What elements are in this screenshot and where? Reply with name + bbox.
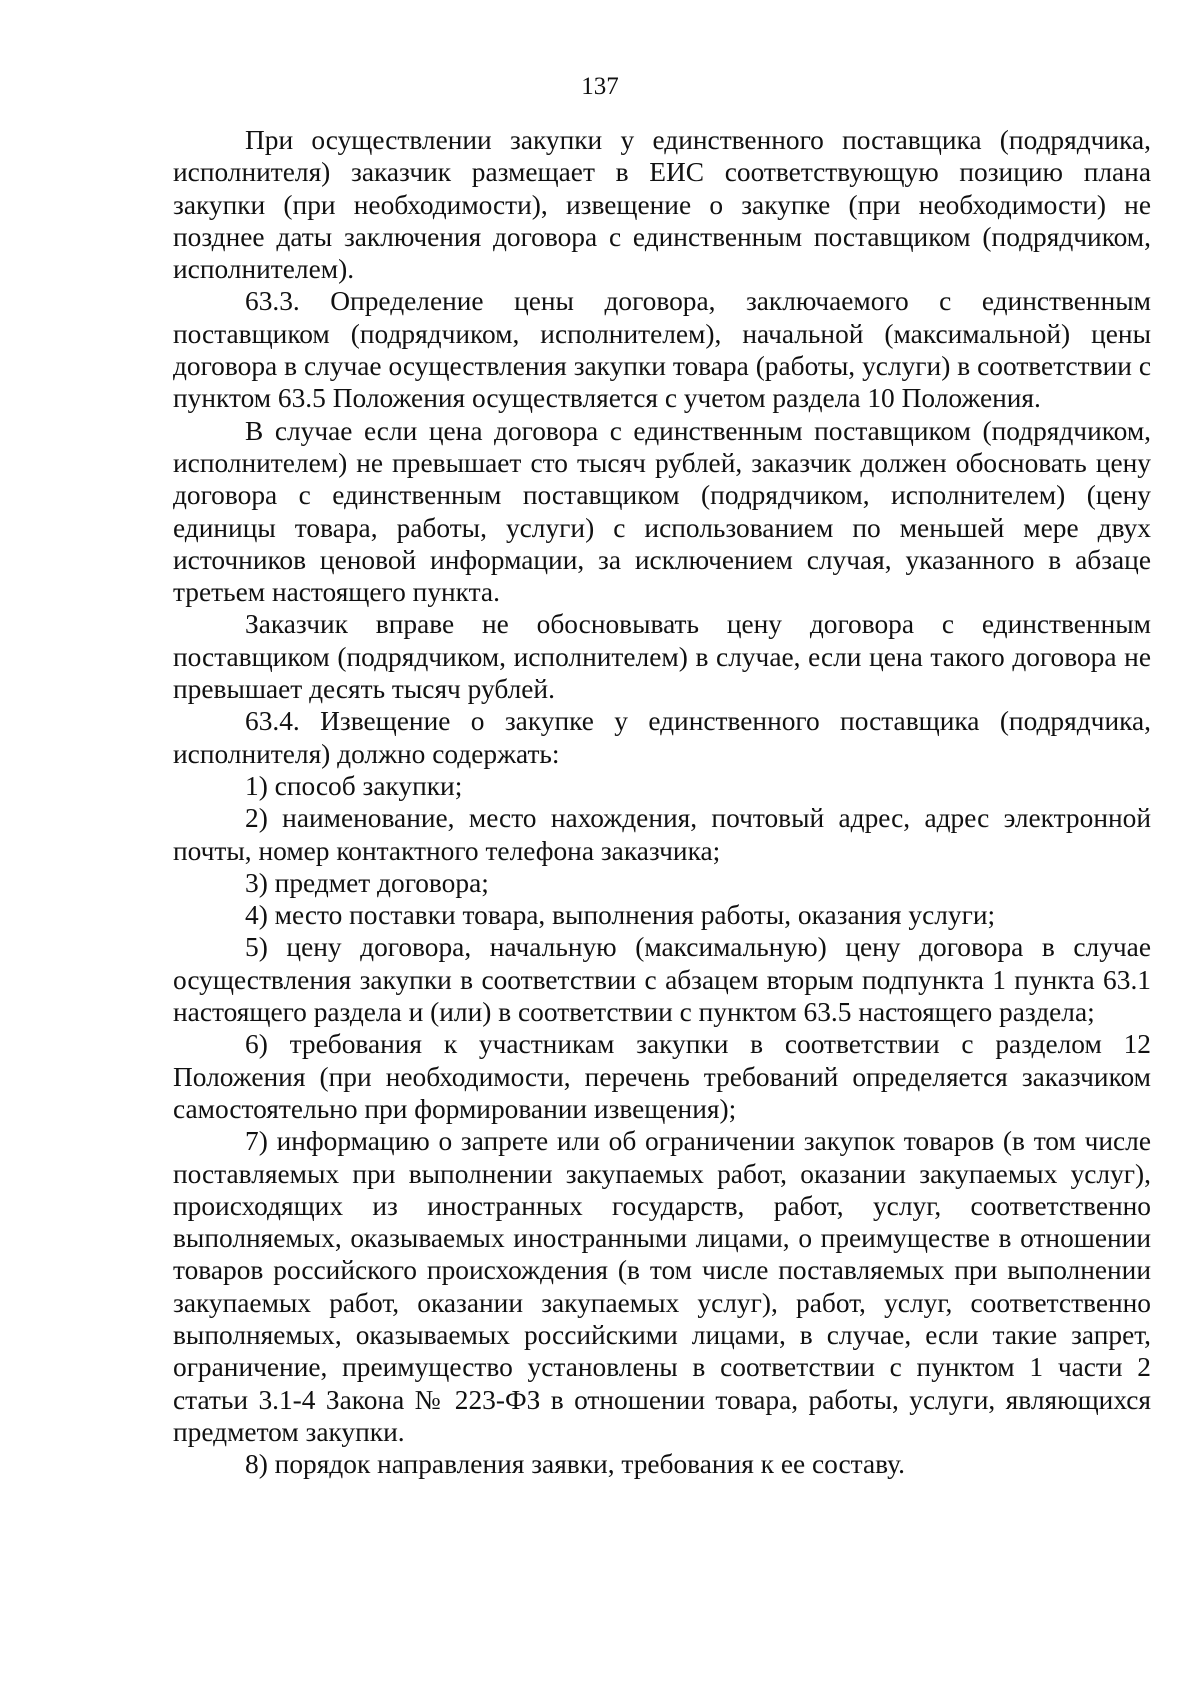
list-item-8: 8) порядок направления заявки, требования к ее составу. (245, 1449, 905, 1480)
paragraph-price-justification: В случае если цена договора с единственным поставщиком (подрядчиком, исполнителем) не превышает сто тысяч рублей, заказчик должен обосновать цену договора с единственным поставщиком (подрядчиком, исполнителем) (цену единицы товара, работы, услуги) с использованием по меньшей мере двух источников ценовой информации, за исключением случая, указанного в абзаце третьем настоящего пункта. (173, 415, 1151, 608)
paragraph-63-3: 63.3. Определение цены договора, заключаемого с единственным поставщиком (подрядчиком, исполнителем), начальной (максимальной) цены договора в случае осуществления закупки товара (работы, услуги) в соответствии с пунктом 63.5 Положения осуществляется с учетом раздела 10 Положения. (173, 286, 1151, 414)
list-item-7: 7) информацию о запрете или об ограничении закупок товаров (в том числе поставляемых при выполнении закупаемых работ, оказании закупаемых услуг), происходящих из иностранных государств, работ, услуг, соответственно выполняемых, оказываемых иностранными лицами, о преимуществе в отношении товаров российского происхождения (в том числе поставляемых при выполнении закупаемых работ, оказании закупаемых услуг), работ, услуг, соответственно выполняемых, оказываемых российскими лицами, в случае, если такие запрет, ограничение, преимущество установлены в соответствии с пунктом 1 части 2 статьи 3.1-4 Закона № 223-ФЗ в отношении товара, работы, услуги, являющихся предметом закупки. (173, 1126, 1151, 1447)
list-item-5: 5) цену договора, начальную (максимальную) цену договора в случае осуществления закупки в соответствии с абзацем вторым подпункта 1 пункта 63.1 настоящего раздела и (или) в соответствии с пунктом 63.5 настоящего раздела; (173, 932, 1151, 1028)
paragraph-63-4: 63.4. Извещение о закупке у единственного поставщика (подрядчика, исполнителя) должно содержать: (173, 706, 1151, 769)
page-number: 137 (581, 73, 619, 100)
list-item-1: 1) способ закупки; (245, 770, 463, 801)
paragraph-sole-supplier-eis: При осуществлении закупки у единственного поставщика (подрядчика, исполнителя) заказчик размещает в ЕИС соответствующую позицию плана закупки (при необходимости), извещение о закупке (при необходимости) не позднее даты заключения договора с единственным поставщиком (подрядчиком, исполнителем). (173, 125, 1151, 285)
paragraph-no-justification: Заказчик вправе не обосновывать цену договора с единственным поставщиком (подрядчиком, исполнителем) в случае, если цена такого договора не превышает десять тысяч рублей. (173, 609, 1151, 705)
list-item-6: 6) требования к участникам закупки в соответствии с разделом 12 Положения (при необходимости, перечень требований определяется заказчиком самостоятельно при формировании извещения); (173, 1029, 1151, 1124)
list-item-3: 3) предмет договора; (245, 867, 489, 898)
list-item-2: 2) наименование, место нахождения, почтовый адрес, адрес электронной почты, номер контактного телефона заказчика; (173, 803, 1151, 866)
list-item-4: 4) место поставки товара, выполнения работы, оказания услуги; (245, 900, 996, 931)
document-body (173, 124, 1151, 1480)
